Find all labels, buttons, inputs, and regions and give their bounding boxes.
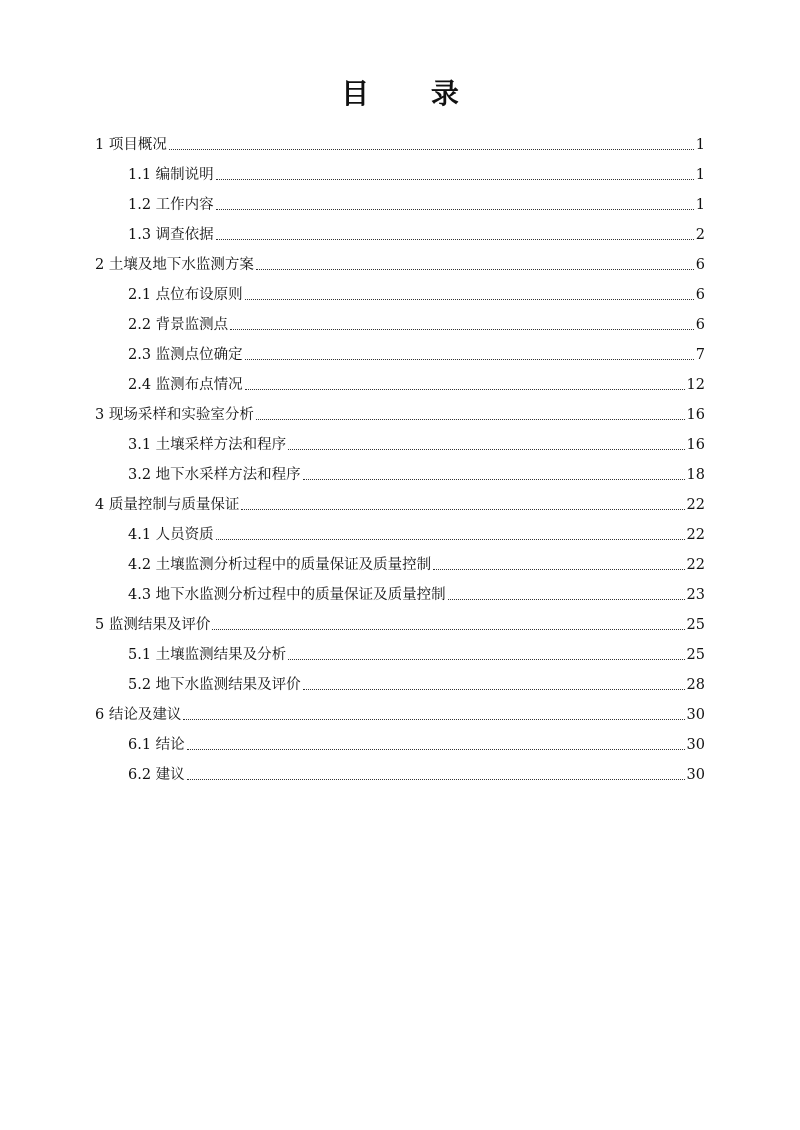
- toc-entry-page-number: 30: [686, 767, 705, 783]
- toc-dot-leader: [216, 538, 685, 540]
- toc-entry-label: 5.2 地下水监测结果及评价: [128, 677, 301, 693]
- toc-dot-leader: [241, 508, 684, 510]
- toc-entry-label: 3 现场采样和实验室分析: [95, 407, 254, 423]
- toc-entry[interactable]: [95, 124, 705, 154]
- toc-dot-leader: [288, 448, 684, 450]
- toc-entry-label: 2.4 监测布点情况: [128, 377, 243, 393]
- toc-entry-page-number: 6: [695, 287, 705, 303]
- toc-entry-page-number: 23: [686, 587, 705, 603]
- toc-entry[interactable]: [95, 694, 705, 724]
- toc-entry[interactable]: [95, 364, 705, 394]
- toc-entry-label: 4.2 土壤监测分析过程中的质量保证及质量控制: [128, 557, 432, 573]
- toc-entry[interactable]: [95, 394, 705, 424]
- toc-entry[interactable]: [95, 274, 705, 304]
- toc-entry[interactable]: [95, 484, 705, 514]
- toc-dot-leader: [303, 688, 685, 690]
- toc-entry-label: 2 土壤及地下水监测方案: [95, 257, 254, 273]
- toc-dot-leader: [216, 178, 694, 180]
- toc-dot-leader: [230, 328, 694, 330]
- toc-entry-label: 2.2 背景监测点: [128, 317, 229, 333]
- toc-entry-page-number: 16: [686, 437, 705, 453]
- toc-entry-label: 6 结论及建议: [95, 707, 182, 723]
- toc-entry-label: 3.1 土壤采样方法和程序: [128, 437, 287, 453]
- toc-entry-label: 5 监测结果及评价: [95, 617, 211, 633]
- toc-dot-leader: [183, 718, 684, 720]
- toc-dot-leader: [245, 298, 694, 300]
- toc-entry[interactable]: [95, 244, 705, 274]
- toc-entry[interactable]: [95, 574, 705, 604]
- toc-entry-page-number: 16: [686, 407, 705, 423]
- toc-dot-leader: [245, 388, 685, 390]
- toc-entry-label: 1.1 编制说明: [128, 167, 214, 183]
- toc-dot-leader: [216, 238, 694, 240]
- toc-entry-label: 1.2 工作内容: [128, 197, 214, 213]
- toc-entry[interactable]: [95, 514, 705, 544]
- toc-entry[interactable]: [95, 454, 705, 484]
- toc-entry-page-number: 25: [686, 647, 705, 663]
- toc-entry-label: 2.1 点位布设原则: [128, 287, 243, 303]
- toc-dot-leader: [448, 598, 685, 600]
- toc-entry-page-number: 22: [686, 527, 705, 543]
- toc-entry[interactable]: [95, 604, 705, 634]
- toc-entry-label: 1.3 调查依据: [128, 227, 214, 243]
- toc-entry[interactable]: [95, 634, 705, 664]
- toc-entry[interactable]: [95, 724, 705, 754]
- toc-entry-page-number: 12: [686, 377, 705, 393]
- toc-entry-page-number: 1: [695, 197, 705, 213]
- toc-entry[interactable]: [95, 304, 705, 334]
- toc-entry-label: 3.2 地下水采样方法和程序: [128, 467, 301, 483]
- toc-dot-leader: [288, 658, 684, 660]
- toc-entry-page-number: 6: [695, 257, 705, 273]
- toc-entry-label: 6.2 建议: [128, 767, 185, 783]
- toc-entry-label: 4.3 地下水监测分析过程中的质量保证及质量控制: [128, 587, 446, 603]
- toc-dot-leader: [169, 148, 694, 150]
- toc-entry-label: 6.1 结论: [128, 737, 185, 753]
- toc-entry-label: 5.1 土壤监测结果及分析: [128, 647, 287, 663]
- toc-entry-page-number: 1: [695, 167, 705, 183]
- toc-entry-page-number: 28: [686, 677, 705, 693]
- toc-entry-label: 2.3 监测点位确定: [128, 347, 243, 363]
- toc-entry-page-number: 30: [686, 737, 705, 753]
- toc-dot-leader: [212, 628, 684, 630]
- toc-entry[interactable]: [95, 184, 705, 214]
- toc-entry-label: 4.1 人员资质: [128, 527, 214, 543]
- toc-entry[interactable]: [95, 754, 705, 784]
- toc-entry-page-number: 7: [695, 347, 705, 363]
- toc-entry[interactable]: [95, 544, 705, 574]
- toc-entry-page-number: 2: [695, 227, 705, 243]
- page-title: 目 录: [341, 77, 485, 110]
- toc-entry-page-number: 18: [686, 467, 705, 483]
- toc-entry[interactable]: [95, 424, 705, 454]
- toc-dot-leader: [216, 208, 694, 210]
- table-of-contents: [95, 124, 705, 784]
- toc-dot-leader: [187, 748, 685, 750]
- toc-dot-leader: [256, 418, 685, 420]
- toc-entry-page-number: 22: [686, 557, 705, 573]
- toc-entry[interactable]: [95, 214, 705, 244]
- toc-entry-label: 1 项目概况: [95, 137, 167, 153]
- toc-entry[interactable]: [95, 154, 705, 184]
- toc-dot-leader: [187, 778, 685, 780]
- toc-dot-leader: [256, 268, 694, 270]
- toc-entry[interactable]: [95, 664, 705, 694]
- toc-entry-page-number: 25: [686, 617, 705, 633]
- toc-dot-leader: [433, 568, 684, 570]
- toc-entry-page-number: 6: [695, 317, 705, 333]
- toc-entry-page-number: 1: [695, 137, 705, 153]
- toc-entry-page-number: 30: [686, 707, 705, 723]
- toc-entry-label: 4 质量控制与质量保证: [95, 497, 240, 513]
- toc-dot-leader: [303, 478, 685, 480]
- toc-entry-page-number: 22: [686, 497, 705, 513]
- toc-entry[interactable]: [95, 334, 705, 364]
- toc-dot-leader: [245, 358, 694, 360]
